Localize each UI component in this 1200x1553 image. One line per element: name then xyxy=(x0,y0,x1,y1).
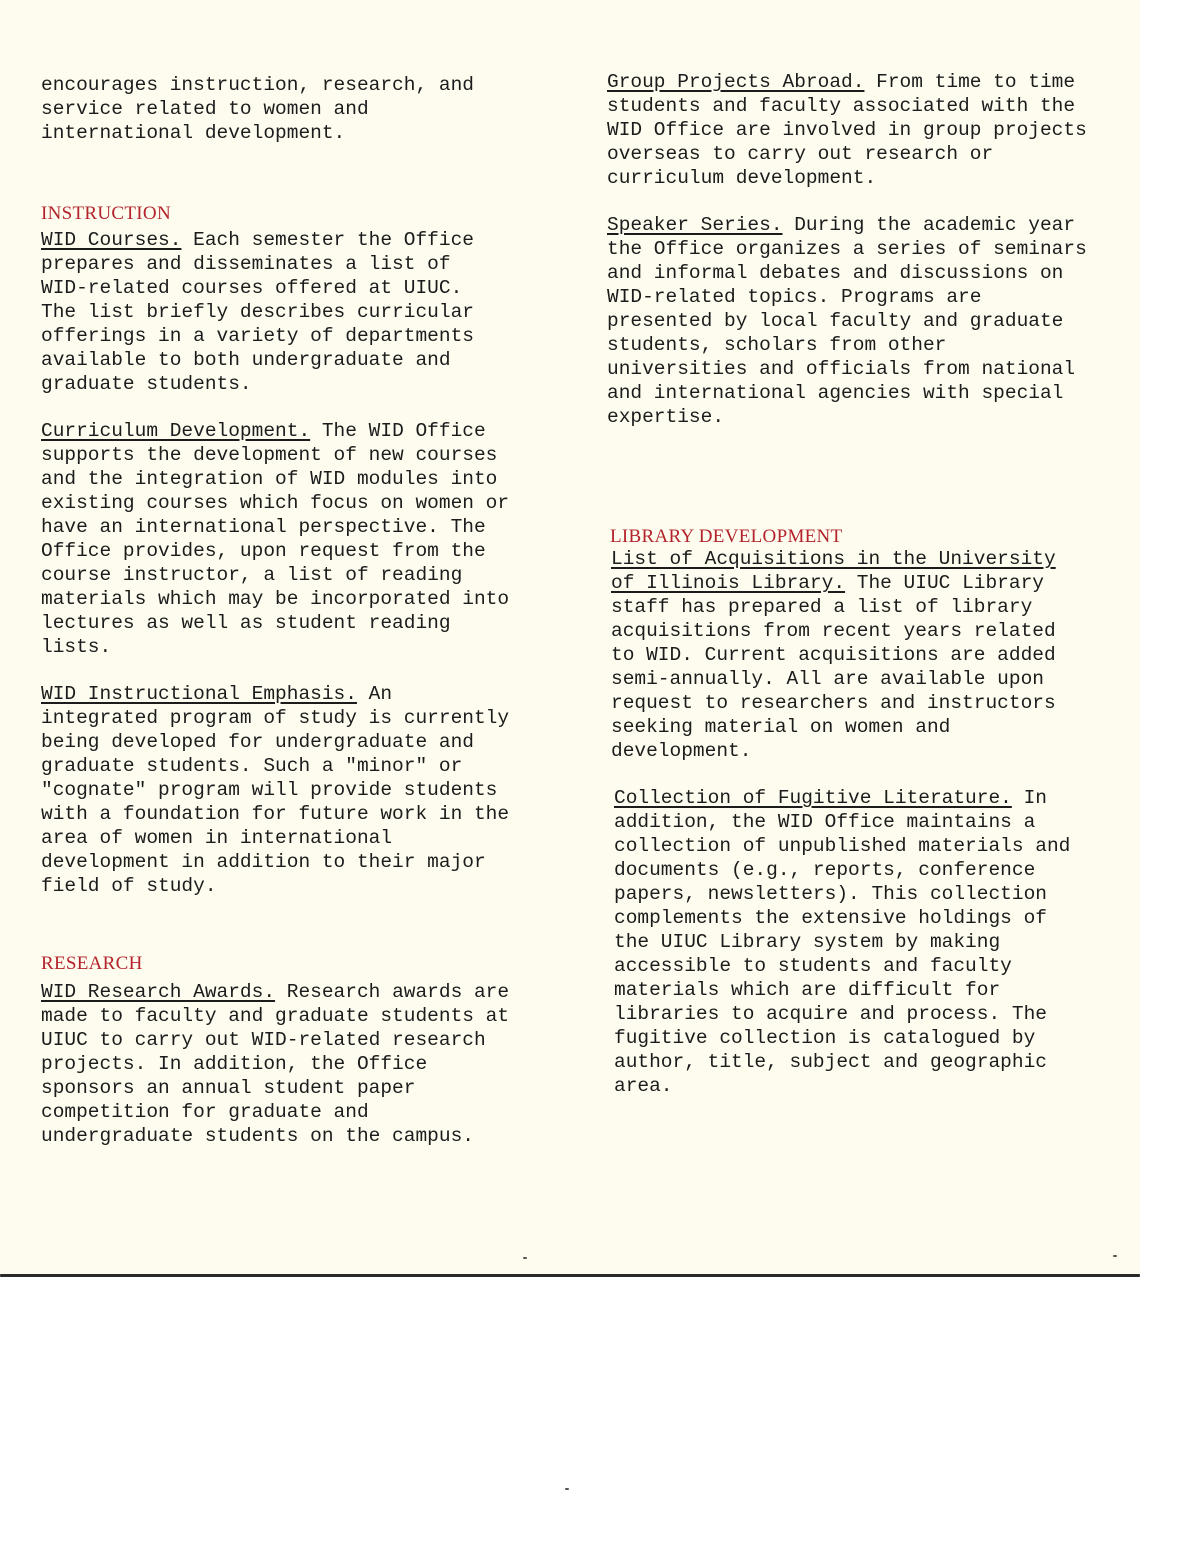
research-awards-body: Research awards are made to faculty and graduate students at UIUC to carry out WID-related research projects. In addition, the Office sponsors an annual student paper competition for graduate and undergraduate students on the campus. xyxy=(41,981,510,1147)
research-awards-title: WID Research Awards. xyxy=(41,981,276,1003)
scan-speck xyxy=(565,1488,569,1490)
speaker-series-paragraph xyxy=(607,213,1117,429)
research-awards-paragraph xyxy=(41,980,551,1148)
instructional-emphasis-title: WID Instructional Emphasis. xyxy=(41,683,357,705)
curriculum-development-paragraph xyxy=(41,419,551,659)
curriculum-development-title: Curriculum Development. xyxy=(41,420,311,442)
library-development-heading: LIBRARY DEVELOPMENT xyxy=(610,526,843,547)
list-of-acquisitions-paragraph xyxy=(611,547,1121,763)
instruction-heading: INSTRUCTION xyxy=(41,203,171,224)
group-projects-body: From time to time students and faculty associated with the WID Office are involved in group projects overseas to carry out research or curriculum development. xyxy=(607,71,1087,189)
paper-speck xyxy=(1113,1255,1117,1257)
fugitive-literature-title: Collection of Fugitive Literature. xyxy=(614,787,1012,809)
paper-bottom-edge xyxy=(0,1274,1140,1277)
wid-courses-body: Each semester the Office prepares and disseminates a list of WID-related courses offered at UIUC. The list briefly describes curricular offerings in a variety of departments available to both undergraduate and graduate students. xyxy=(41,229,474,395)
fugitive-literature-paragraph xyxy=(614,786,1124,1098)
curriculum-development-body: The WID Office supports the development of new courses and the integration of WID modules into existing courses which focus on women or have an international perspective. The Office provides, upon request from the course instructor, a list of reading materials which may be incorporated into lectures as well as student reading lists. xyxy=(41,420,510,658)
research-heading: RESEARCH xyxy=(41,953,143,974)
paper-speck xyxy=(523,1257,527,1259)
wid-courses-title: WID Courses. xyxy=(41,229,182,251)
intro-paragraph: encourages instruction, research, and service related to women and international development. xyxy=(41,74,474,144)
instructional-emphasis-paragraph xyxy=(41,682,551,898)
speaker-series-title: Speaker Series. xyxy=(607,214,783,236)
group-projects-title: Group Projects Abroad. xyxy=(607,71,865,93)
wid-courses-paragraph xyxy=(41,228,551,396)
group-projects-paragraph xyxy=(607,70,1117,190)
list-of-acquisitions-body: The UIUC Library staff has prepared a list of library acquisitions from recent years related to WID. Current acquisitions are added semi-annually. All are available upon request to researchers and instructors seeking material on women and development. xyxy=(611,572,1056,762)
fugitive-literature-body: In addition, the WID Office maintains a collection of unpublished materials and documents (e.g., reports, conference papers, newsletters). This collection complements the extensive holdings of the UIUC Library system by making accessible to students and faculty materials which are difficult for libraries to acquire and process. The fugitive collection is catalogued by author, title, subject and geographic area. xyxy=(614,787,1071,1097)
speaker-series-body: During the academic year the Office organizes a series of seminars and informal debates and discussions on WID-related topics. Programs are presented by local faculty and graduate students, scholars from other universities and officials from national and international agencies with special expertise. xyxy=(607,214,1087,428)
list-of-acquisitions-title: List of Acquisitions in the University of Illinois Library. xyxy=(611,548,1056,594)
instructional-emphasis-body: An integrated program of study is currently being developed for undergraduate and graduate students. Such a "minor" or "cognate" program will provide students with a foundation for future work in the area of women in international development in addition to their major field of study. xyxy=(41,683,510,897)
